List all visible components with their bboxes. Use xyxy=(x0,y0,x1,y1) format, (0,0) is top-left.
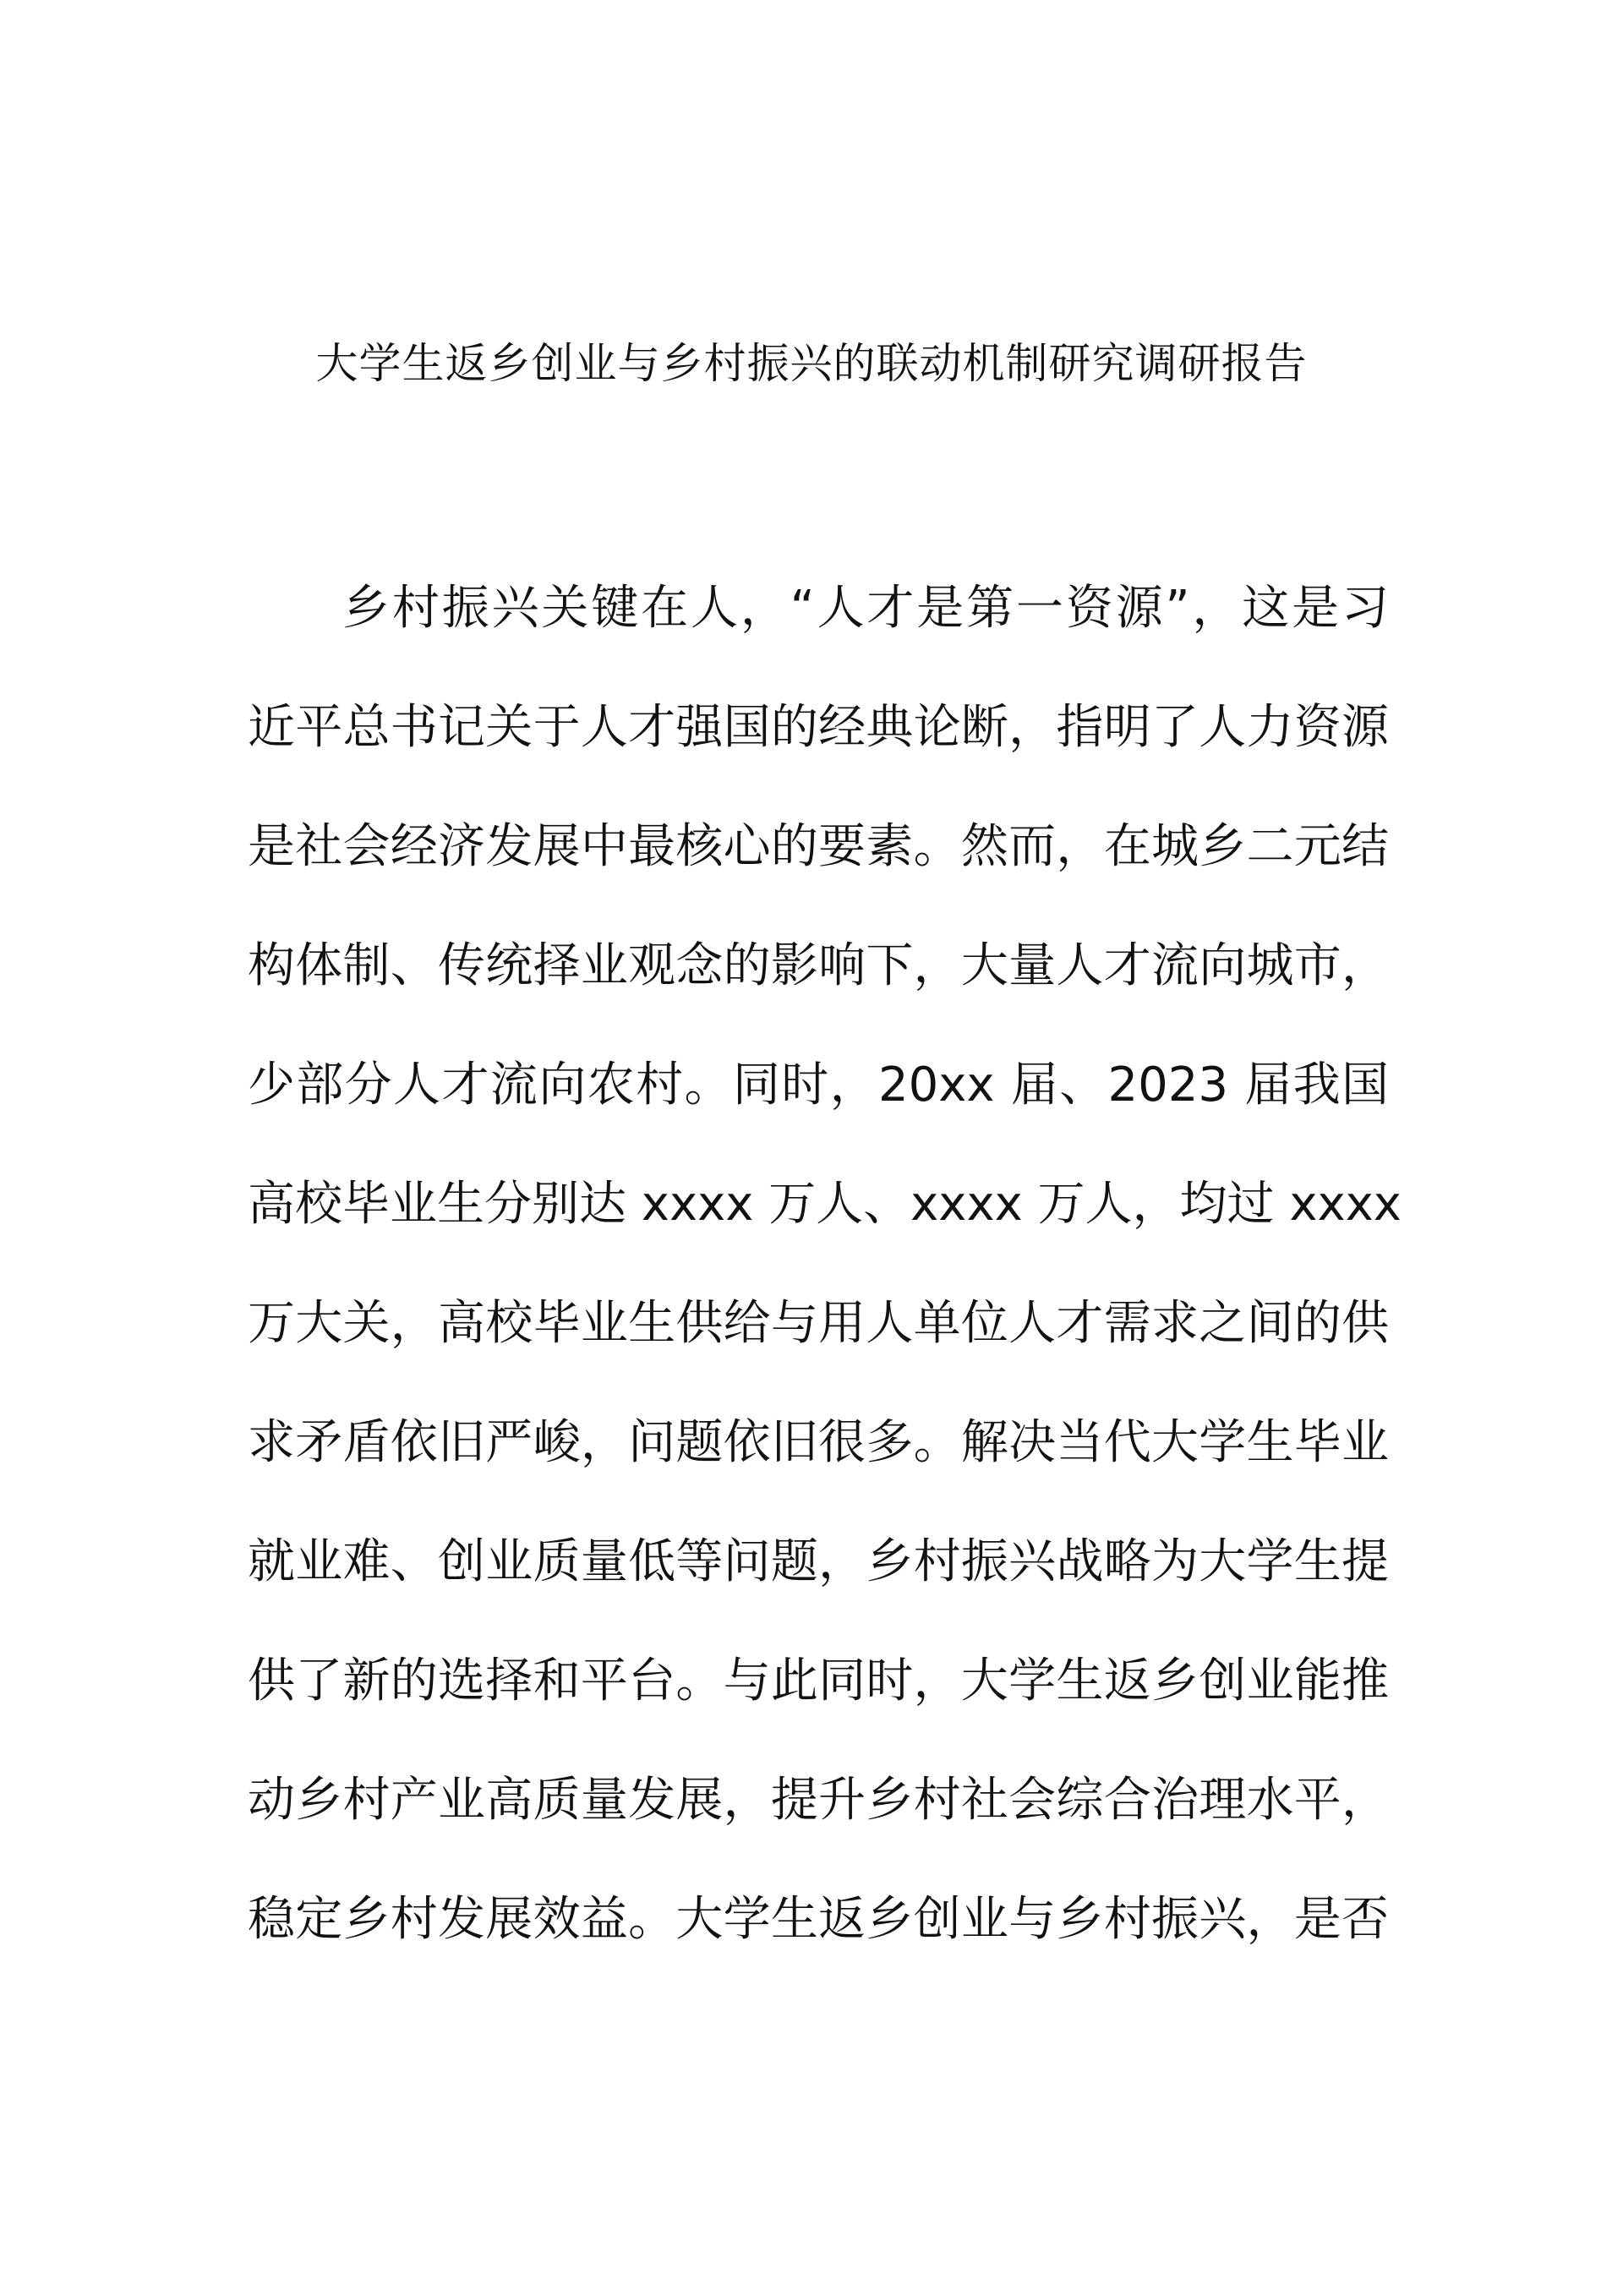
paragraph-line: 是社会经济发展中最核心的要素。然而，在城乡二元结 xyxy=(248,819,1389,874)
body-paragraph xyxy=(248,556,1402,1987)
paragraph-line: 动乡村产业高质量发展，提升乡村社会综合治理水平， xyxy=(248,1773,1389,1828)
paragraph-line: 供了新的选择和平台。与此同时，大学生返乡创业能推 xyxy=(248,1654,1389,1708)
paragraph-line: 万大关，高校毕业生供给与用人单位人才需求之间的供 xyxy=(248,1296,1389,1351)
paragraph-line: 乡村振兴关键在人，“人才是第一资源”，这是习 xyxy=(342,581,1389,636)
paragraph-line: 稳定乡村发展效益。大学生返乡创业与乡村振兴，是否 xyxy=(248,1892,1389,1947)
paragraph-line: 构体制、传统择业观念的影响下，大量人才流向城市， xyxy=(248,938,1389,993)
paragraph-line: 就业难、创业质量低等问题，乡村振兴战略为大学生提 xyxy=(248,1534,1389,1589)
paragraph-line: 近平总书记关于人才强国的经典论断，指明了人力资源 xyxy=(248,700,1389,755)
paragraph-line: 高校毕业生分别达 xxxx 万人、xxxx 万人，均过 xxxx xyxy=(248,1177,1402,1232)
document-title: 大学生返乡创业与乡村振兴的联动机制研究调研报告 xyxy=(315,339,1308,388)
paragraph-line: 求矛盾依旧严峻，问题依旧很多。解决当代大学生毕业 xyxy=(248,1415,1389,1470)
paragraph-line: 少部分人才流向农村。同时，20xx 届、2023 届我国 xyxy=(248,1058,1389,1112)
